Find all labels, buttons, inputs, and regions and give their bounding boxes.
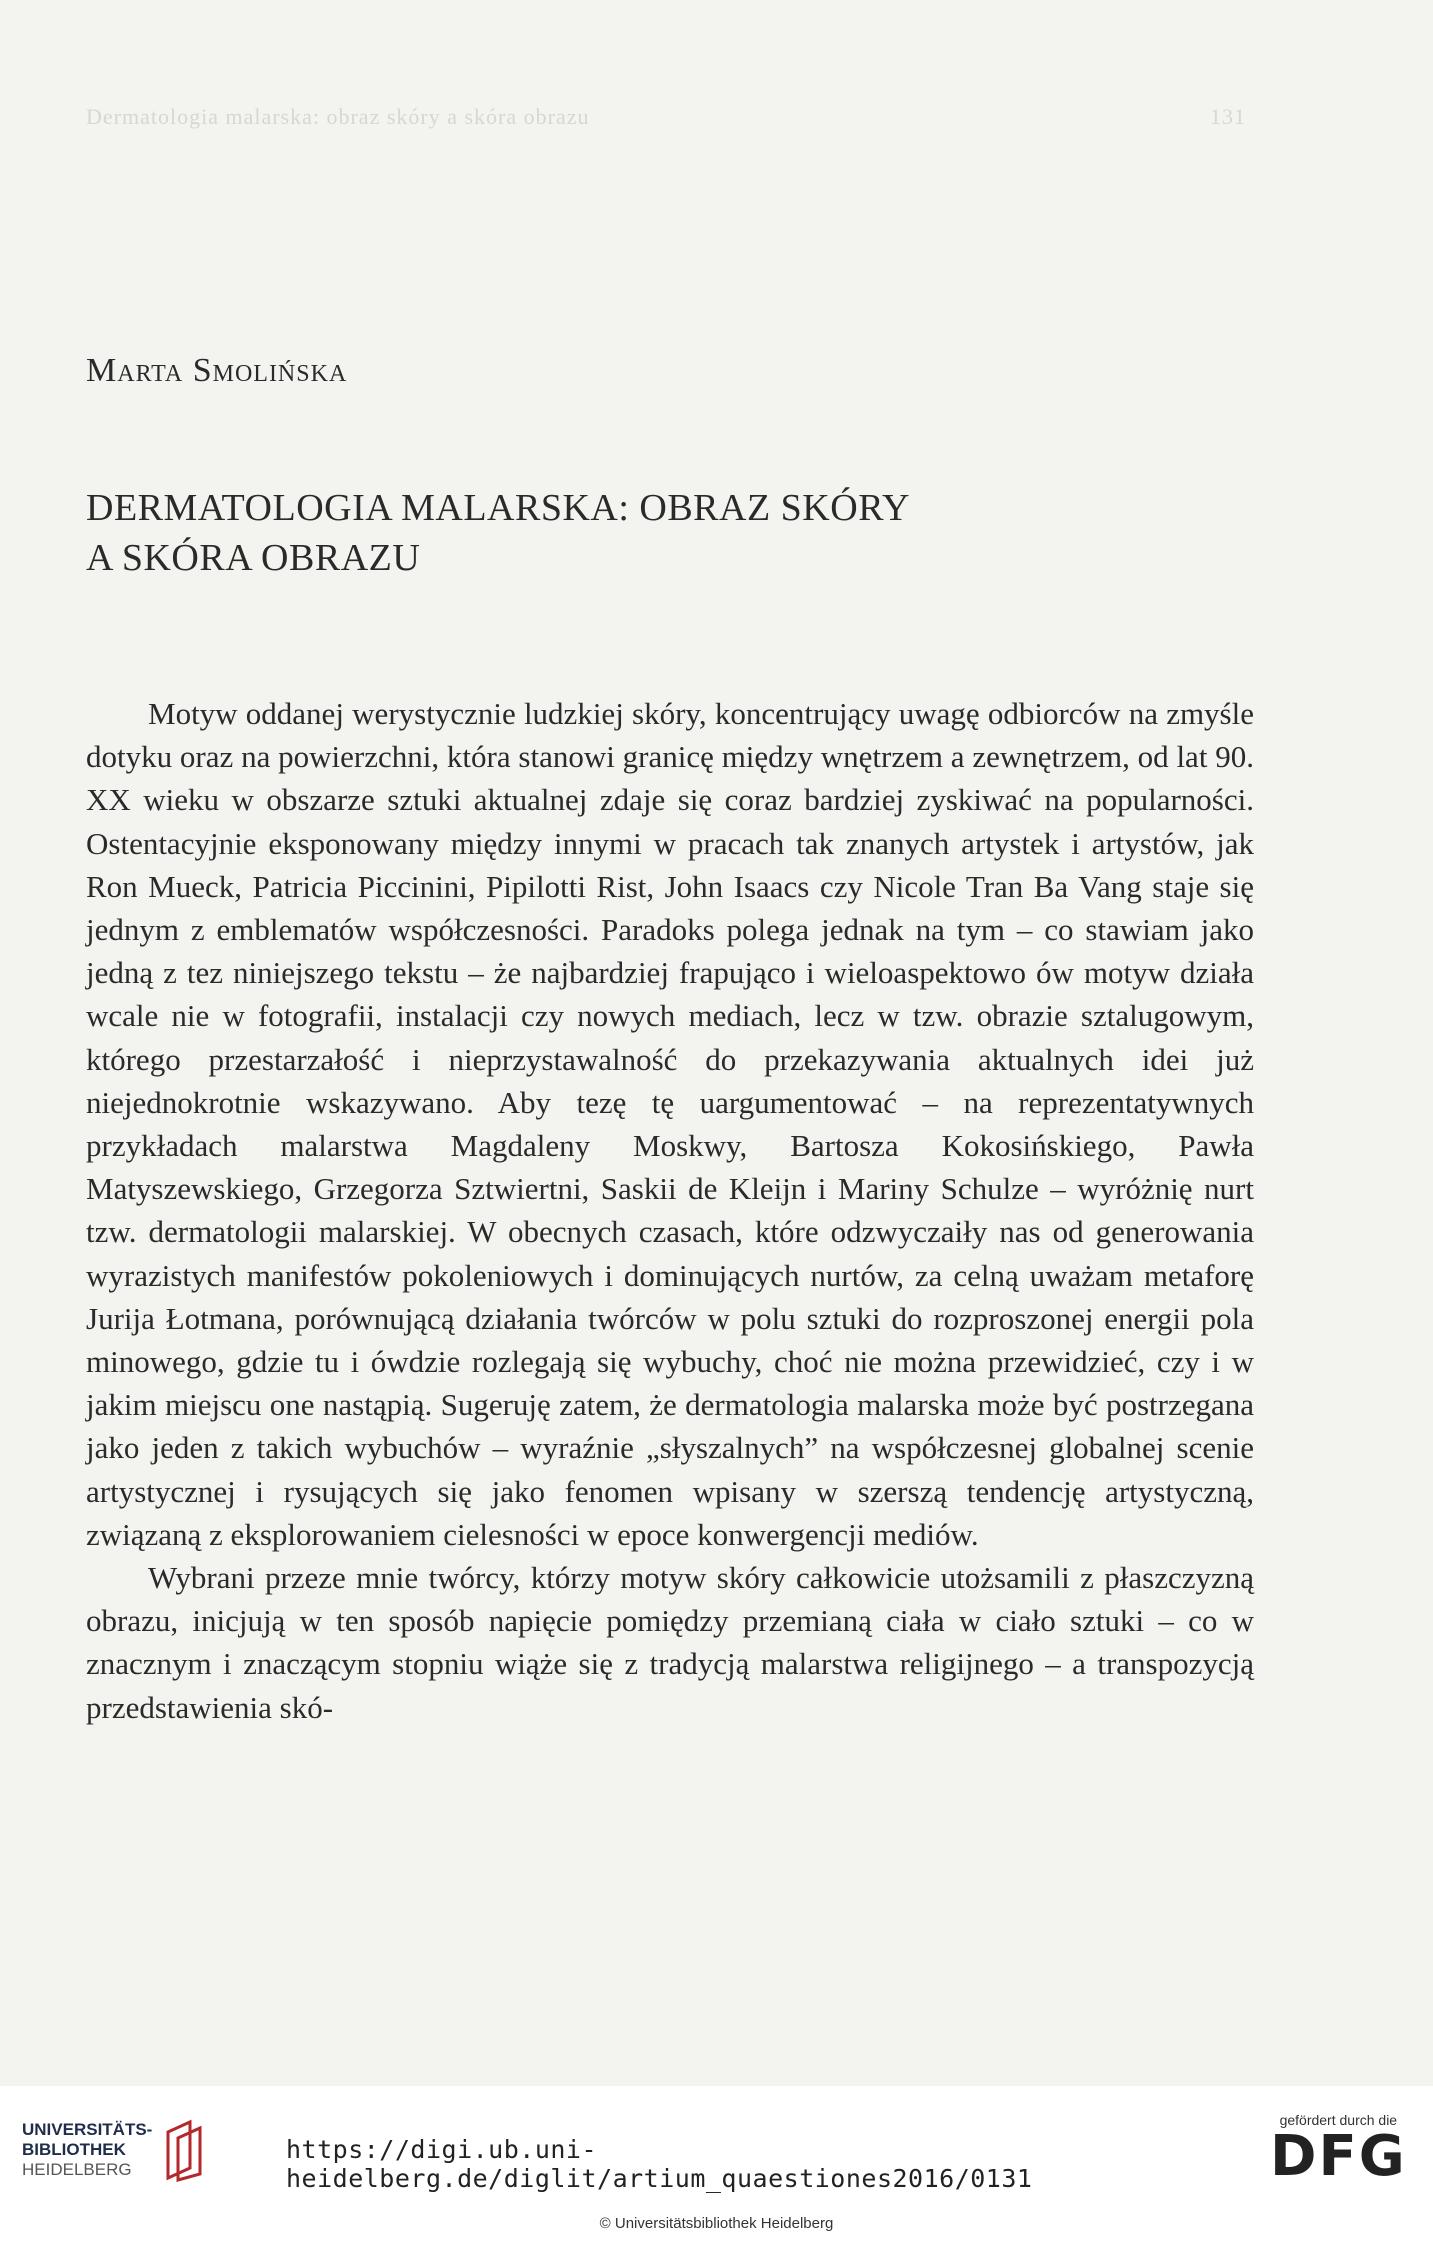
running-header-show-through [86,104,1246,130]
article-title-line-1: DERMATOLOGIA MALARSKA: OBRAZ SKÓRY [86,487,910,529]
running-header-title: Dermatologia malarska: obraz skóry a skóra obrazu [86,104,590,129]
article-title [86,483,1246,583]
library-emblem-icon [160,2118,208,2182]
dfg-funding-logo[interactable] [1270,2112,1407,2189]
running-header-page-number: 131 [1210,104,1246,129]
library-name: UNIVERSITÄTS- BIBLIOTHEK HEIDELBERG [22,2120,153,2179]
article-body [86,692,1254,1729]
article-title-line-2: A SKÓRA OBRAZU [86,537,421,579]
copyright-notice: © Universitätsbibliothek Heidelberg [599,2215,834,2232]
paragraph-1: Motyw oddanej werystycznie ludzkiej skóry, koncentrujący uwagę odbiorców na zmyśle dotyku oraz na powierzchni, która stanowi granicę między wnętrzem a zewnętrzem, od lat 90. XX wieku w obszarze sztuki aktualnej zdaje się coraz bardziej zyskiwać na popularności. Ostentacyjnie eksponowany między innymi w pracach tak znanych artystek i artystów, jak Ron Mueck, Patricia Piccinini, Pipilotti Rist, John Isaacs czy Nicole Tran Ba Vang staje się jednym z emblematów współczesności. Paradoks polega jednak na tym – co stawiam jako jedną z tez niniejszego tekstu – że najbardziej frapująco i wieloaspektowo ów motyw działa wcale nie w fotografii, instalacji czy nowych mediach, lecz w tzw. obrazie sztalugowym, którego przestarzałość i nieprzystawalność do przekazywania aktualnych idei już niejednokrotnie wskazywano. Aby tezę tę uargumentować – na reprezentatywnych przykładach malarstwa Magdaleny Moskwy, Bartosza Kokosińskiego, Pawła Matyszewskiego, Grzegorza Sztwiertni, Saskii de Kleijn i Mariny Schulze – wyróżnię nurt tzw. dermatologii malarskiej. W obecnych czasach, które odzwyczaiły nas od generowania wyrazistych manifestów pokoleniowych i dominujących nurtów, za celną uważam metaforę Jurija Łotmana, porównującą działania twórców w polu sztuki do rozproszonej energii pola minowego, gdzie tu i ówdzie rozlegają się wybuchy, choć nie można przewidzieć, czy i w jakim miejscu one nastąpią. Sugeruję zatem, że dermatologia malarska może być postrzegana jako jeden z takich wybuchów – wyraźnie „słyszalnych” na współczesnej globalnej scenie artystycznej i rysujących się jako fenomen wpisany w szerszą tendencję artystyczną, związaną z eksplorowaniem cielesności w epoce konwergencji mediów. [86,696,1254,1552]
library-logo[interactable] [22,2118,208,2182]
dfg-logo-mark: DFG [1270,2124,1407,2189]
dfg-funding-caption: gefördert durch die [1279,2112,1398,2128]
author-name: Marta Smolińska [86,352,348,389]
permalink-url[interactable]: https://digi.ub.uni-heidelberg.de/diglit/artium_quaestiones2016/0131 [286,2135,1033,2193]
paragraph-2: Wybrani przeze mnie twórcy, którzy motyw skóry całkowicie utożsamili z płaszczyzną obrazu, inicjują w ten sposób napięcie pomiędzy przemianą ciała w ciało sztuki – co w znacznym i znaczącym stopniu wiąże się z tradycją malarstwa religijnego – a transpozycją przedstawienia skó- [86,1560,1254,1725]
